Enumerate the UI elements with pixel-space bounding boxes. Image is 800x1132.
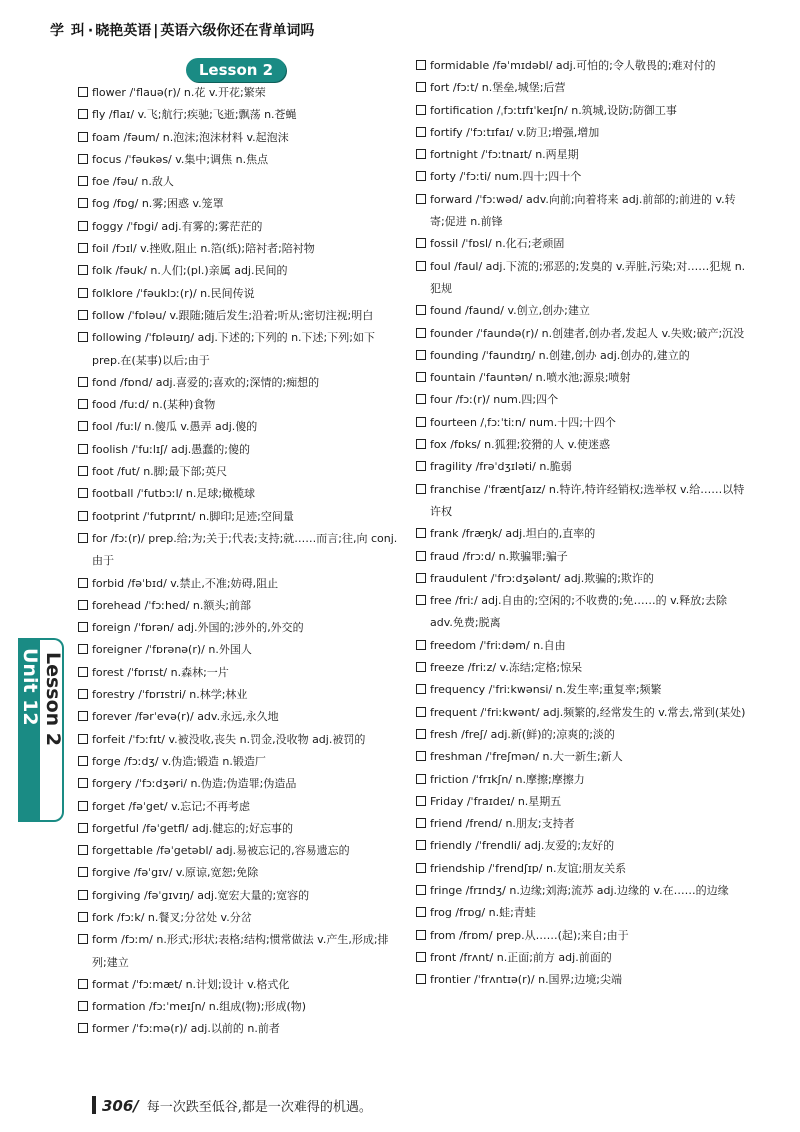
checkbox-icon[interactable] <box>416 818 426 828</box>
side-tab <box>18 638 64 822</box>
right-column <box>416 55 746 991</box>
vocab-entry <box>416 479 746 524</box>
left-column <box>78 82 398 1041</box>
vocab-entry <box>78 840 398 862</box>
checkbox-icon[interactable] <box>416 82 426 92</box>
vocab-entry <box>78 818 398 840</box>
vocab-entry-text: friendship /ˈfrendʃɪp/ n.友谊;朋友关系 <box>430 861 627 875</box>
vocab-entry <box>78 305 398 327</box>
vocab-entry <box>416 389 746 411</box>
checkbox-icon[interactable] <box>78 644 88 654</box>
checkbox-icon[interactable] <box>78 1023 88 1033</box>
vocab-entry-text: fresh /freʃ/ adj.新(鲜)的;凉爽的;淡的 <box>430 727 615 741</box>
vocab-entry-text: following /ˈfɒləuɪŋ/ adj.下述的;下列的 n.下述;下列;如下 prep.在(某事)以后;由于 <box>92 331 375 367</box>
vocab-entry <box>416 256 746 301</box>
vocab-entry-text: forgiving /fəˈgɪvɪŋ/ adj.宽宏大量的;宽容的 <box>92 888 310 902</box>
vocab-entry <box>78 149 398 171</box>
vocab-entry <box>416 969 746 991</box>
series-name: 晓艳英语 <box>95 23 152 39</box>
vocab-entry-text: founder /ˈfaundə(r)/ n.创建者,创办者,发起人 v.失败;破产;沉没 <box>430 326 745 340</box>
vocab-entry-text: focus /ˈfəukəs/ v.集中;调焦 n.焦点 <box>92 152 269 166</box>
checkbox-icon[interactable] <box>78 867 88 877</box>
vocab-entry-text: fog /fɒg/ n.雾;困惑 v.笼罩 <box>92 197 224 211</box>
vocab-entry <box>416 77 746 99</box>
checkbox-icon[interactable] <box>416 707 426 717</box>
checkbox-icon[interactable] <box>78 87 88 97</box>
checkbox-icon[interactable] <box>78 845 88 855</box>
vocab-entry <box>78 773 398 795</box>
vocab-entry <box>416 835 746 857</box>
checkbox-icon[interactable] <box>416 662 426 672</box>
vocab-entry-text: fool /fuːl/ n.傻瓜 v.愚弄 adj.傻的 <box>92 420 258 434</box>
checkbox-icon[interactable] <box>416 238 426 248</box>
brand-name: 学 㺩 <box>50 23 86 39</box>
vocab-entry-text: fork /fɔːk/ n.餐叉;分岔处 v.分岔 <box>92 910 252 924</box>
checkbox-icon[interactable] <box>78 399 88 409</box>
vocab-entry-text: forgettable /fəˈgetəbl/ adj.易被忘记的,容易遗忘的 <box>92 844 350 858</box>
vocab-entry-text: fortify /ˈfɔːtɪfaɪ/ v.防卫;增强,增加 <box>430 125 600 139</box>
vocab-entry-text: foul /faul/ adj.下流的;邪恶的;发臭的 v.弄脏,污染;对……犯规 n.犯规 <box>430 259 746 295</box>
vocab-entry-text: for /fɔː(r)/ prep.给;为;关于;代表;支持;就……而言;往,向 conj.由于 <box>92 531 398 568</box>
vocab-entry <box>416 189 746 234</box>
checkbox-icon[interactable] <box>78 622 88 632</box>
vocab-entry-text: fraudulent /ˈfrɔːdʒələnt/ adj.欺骗的;欺诈的 <box>430 571 654 585</box>
vocab-entry-text: food /fuːd/ n.(某种)食物 <box>92 398 216 412</box>
vocab-entry <box>416 880 746 902</box>
checkbox-icon[interactable] <box>78 265 88 275</box>
checkbox-icon[interactable] <box>416 885 426 895</box>
checkbox-icon[interactable] <box>78 511 88 521</box>
checkbox-icon[interactable] <box>78 288 88 298</box>
vocab-entry <box>416 635 746 657</box>
vocab-entry <box>416 813 746 835</box>
lesson-badge: Lesson 2 <box>186 58 286 82</box>
vocab-entry <box>78 617 398 639</box>
vocab-entry <box>78 372 398 394</box>
checkbox-icon[interactable] <box>416 105 426 115</box>
vocab-entry-text: fly /flaɪ/ v.飞;航行;疾驰;飞逝;飘荡 n.苍蝇 <box>92 108 297 122</box>
vocab-entry <box>416 769 746 791</box>
vocab-entry-text: forget /fəˈget/ v.忘记;不再考虑 <box>92 799 250 813</box>
checkbox-icon[interactable] <box>78 600 88 610</box>
vocab-entry-text: foggy /ˈfɒgi/ adj.有雾的;雾茫茫的 <box>92 219 263 233</box>
vocab-entry-text: frequency /ˈfriːkwənsi/ n.发生率;重复率;频繁 <box>430 683 662 697</box>
checkbox-icon[interactable] <box>416 439 426 449</box>
checkbox-icon[interactable] <box>78 801 88 811</box>
vocab-entry <box>78 439 398 461</box>
vocab-entry-text: forbid /fəˈbɪd/ v.禁止,不准;妨碍,阻止 <box>92 576 279 590</box>
vocab-entry <box>416 568 746 590</box>
vocab-entry <box>78 394 398 416</box>
vocab-entry <box>78 528 398 573</box>
checkbox-icon[interactable] <box>416 328 426 338</box>
checkbox-icon[interactable] <box>416 863 426 873</box>
checkbox-icon[interactable] <box>78 444 88 454</box>
vocab-entry-text: former /ˈfɔːmə(r)/ adj.以前的 n.前者 <box>92 1022 280 1036</box>
header-separator: · <box>87 23 94 39</box>
vocab-entry <box>78 706 398 728</box>
vocab-entry-text: founding /ˈfaundɪŋ/ n.创建,创办 adj.创办的,建立的 <box>430 348 690 362</box>
footer-bar <box>92 1096 96 1114</box>
checkbox-icon[interactable] <box>78 466 88 476</box>
checkbox-icon[interactable] <box>416 305 426 315</box>
checkbox-icon[interactable] <box>78 310 88 320</box>
checkbox-icon[interactable] <box>78 154 88 164</box>
vocab-entry <box>78 193 398 215</box>
vocab-entry <box>416 456 746 478</box>
vocab-entry <box>78 506 398 528</box>
vocab-entry <box>78 974 398 996</box>
checkbox-icon[interactable] <box>78 734 88 744</box>
vocab-entry <box>78 862 398 884</box>
vocab-entry-text: freshman /ˈfreʃmən/ n.大一新生;新人 <box>430 750 623 764</box>
checkbox-icon[interactable] <box>416 149 426 159</box>
vocab-entry-text: friend /frend/ n.朋友;支持者 <box>430 817 575 831</box>
vocab-entry-text: forge /fɔːdʒ/ v.伪造;锻造 n.锻造厂 <box>92 754 266 768</box>
book-title: 英语六级你还在背单词吗 <box>160 23 315 39</box>
vocab-entry <box>416 679 746 701</box>
checkbox-icon[interactable] <box>78 198 88 208</box>
vocab-entry <box>78 729 398 751</box>
checkbox-icon[interactable] <box>78 823 88 833</box>
vocab-entry-text: friendly /ˈfrendli/ adj.友爱的;友好的 <box>430 839 615 853</box>
checkbox-icon[interactable] <box>416 417 426 427</box>
checkbox-icon[interactable] <box>78 979 88 989</box>
vocab-entry <box>416 925 746 947</box>
checkbox-icon[interactable] <box>416 729 426 739</box>
vocab-entry-text: fox /fɒks/ n.狐狸;狡猾的人 v.使迷惑 <box>430 438 610 452</box>
vocab-entry-text: foolish /ˈfuːlɪʃ/ adj.愚蠢的;傻的 <box>92 442 250 456</box>
vocab-entry-text: fortnight /ˈfɔːtnaɪt/ n.两星期 <box>430 148 579 162</box>
vocab-entry <box>416 590 746 635</box>
checkbox-icon[interactable] <box>416 840 426 850</box>
vocab-entry <box>78 929 398 974</box>
checkbox-icon[interactable] <box>78 221 88 231</box>
vocab-entry <box>78 573 398 595</box>
vocab-entry-text: fraud /frɔːd/ n.欺骗罪;骗子 <box>430 549 568 563</box>
vocab-entry-text: fringe /frɪndʒ/ n.边缘;刘海;流苏 adj.边缘的 v.在……的边缘 <box>430 883 729 897</box>
vocab-entry-text: foreign /ˈfɒrən/ adj.外国的;涉外的,外交的 <box>92 621 304 635</box>
vocab-entry <box>78 796 398 818</box>
vocab-entry <box>78 82 398 104</box>
vocab-entry-text: fond /fɒnd/ adj.喜爱的;喜欢的;深情的;痴想的 <box>92 375 320 389</box>
page-number: 306/ <box>102 1097 139 1115</box>
vocab-entry <box>78 662 398 684</box>
vocab-entry-text: franchise /ˈfræntʃaɪz/ n.特许,特许经销权;选举权 v.给……以特许权 <box>430 482 745 518</box>
checkbox-icon[interactable] <box>416 528 426 538</box>
vocab-entry <box>78 238 398 260</box>
checkbox-icon[interactable] <box>416 774 426 784</box>
checkbox-icon[interactable] <box>416 974 426 984</box>
vocab-entry <box>78 996 398 1018</box>
vocab-entry-text: follow /ˈfɒləu/ v.跟随;随后发生;沿着;听从;密切注视;明白 <box>92 308 374 322</box>
vocab-entry-text: from /frɒm/ prep.从……(起);来自;由于 <box>430 928 629 942</box>
vocab-entry <box>78 907 398 929</box>
vocab-entry <box>78 483 398 505</box>
vocab-entry <box>416 300 746 322</box>
checkbox-icon[interactable] <box>78 488 88 498</box>
vocab-entry <box>78 327 398 372</box>
checkbox-icon[interactable] <box>78 934 88 944</box>
checkbox-icon[interactable] <box>416 171 426 181</box>
header-separator: | <box>153 23 159 39</box>
vocab-entry <box>78 283 398 305</box>
checkbox-icon[interactable] <box>78 890 88 900</box>
checkbox-icon[interactable] <box>78 377 88 387</box>
vocab-entry-text: frontier /ˈfrʌntɪə(r)/ n.国界;边境;尖端 <box>430 973 622 987</box>
vocab-entry <box>416 55 746 77</box>
vocab-entry <box>416 233 746 255</box>
vocab-entry <box>78 639 398 661</box>
vocab-entry <box>78 127 398 149</box>
vocab-entry-text: front /frʌnt/ n.正面;前方 adj.前面的 <box>430 950 612 964</box>
checkbox-icon[interactable] <box>416 372 426 382</box>
vocab-entry-text: foe /fəu/ n.敌人 <box>92 175 174 189</box>
vocab-entry <box>416 367 746 389</box>
vocab-entry <box>78 216 398 238</box>
vocab-entry-text: free /friː/ adj.自由的;空闲的;不收费的;免……的 v.释放;去除 adv.免费;脱离 <box>430 594 727 630</box>
vocab-entry <box>78 104 398 126</box>
checkbox-icon[interactable] <box>78 667 88 677</box>
vocab-entry <box>416 100 746 122</box>
vocab-entry <box>78 885 398 907</box>
vocab-entry <box>78 751 398 773</box>
vocab-entry <box>416 724 746 746</box>
vocab-entry <box>416 345 746 367</box>
vocab-entry-text: fortification /ˌfɔːtɪfɪˈkeɪʃn/ n.筑城,设防;防御工事 <box>430 103 677 117</box>
vocab-entry-text: form /fɔːm/ n.形式;形状;表格;结构;惯常做法 v.产生,形成;排列;建立 <box>92 933 389 969</box>
vocab-entry-text: forestry /ˈfɒrɪstri/ n.林学;林业 <box>92 688 248 702</box>
checkbox-icon[interactable] <box>416 684 426 694</box>
vocab-entry <box>78 260 398 282</box>
vocab-entry-text: format /ˈfɔːmæt/ n.计划;设计 v.格式化 <box>92 977 290 991</box>
checkbox-icon[interactable] <box>416 350 426 360</box>
vocab-entry <box>416 902 746 924</box>
checkbox-icon[interactable] <box>416 595 426 605</box>
vocab-entry-text: foil /fɔɪl/ v.挫败,阻止 n.箔(纸);陪衬者;陪衬物 <box>92 242 315 256</box>
checkbox-icon[interactable] <box>416 484 426 494</box>
vocab-entry <box>416 791 746 813</box>
side-tab-lesson-label: Lesson 2 <box>42 652 64 747</box>
checkbox-icon[interactable] <box>416 194 426 204</box>
checkbox-icon[interactable] <box>416 551 426 561</box>
vocab-entry-text: footprint /ˈfutprɪnt/ n.脚印;足迹;空间量 <box>92 509 294 523</box>
checkbox-icon[interactable] <box>416 127 426 137</box>
footer-motto: 每一次跌至低谷,都是一次难得的机遇。 <box>146 1100 372 1115</box>
vocab-entry <box>416 746 746 768</box>
checkbox-icon[interactable] <box>416 930 426 940</box>
vocab-entry <box>78 461 398 483</box>
checkbox-icon[interactable] <box>78 176 88 186</box>
checkbox-icon[interactable] <box>416 573 426 583</box>
checkbox-icon[interactable] <box>416 261 426 271</box>
vocab-entry-text: friction /ˈfrɪkʃn/ n.摩擦;摩擦力 <box>430 772 585 786</box>
vocab-entry-text: folk /fəuk/ n.人们;(pl.)亲属 adj.民间的 <box>92 264 288 278</box>
checkbox-icon[interactable] <box>416 394 426 404</box>
vocab-entry <box>416 122 746 144</box>
checkbox-icon[interactable] <box>78 711 88 721</box>
vocab-entry-text: found /faund/ v.创立,创办;建立 <box>430 304 590 318</box>
vocab-entry-text: flower /ˈflauə(r)/ n.花 v.开花;繁荣 <box>92 86 266 99</box>
checkbox-icon[interactable] <box>78 756 88 766</box>
vocab-entry-text: forest /ˈfɒrɪst/ n.森林;一片 <box>92 665 229 679</box>
vocab-entry-text: foreigner /ˈfɒrənə(r)/ n.外国人 <box>92 643 252 657</box>
vocab-entry-text: frog /frɒg/ n.蛙;青蛙 <box>430 906 536 920</box>
vocab-entry <box>416 523 746 545</box>
checkbox-icon[interactable] <box>78 243 88 253</box>
vocab-entry-text: four /fɔː(r)/ num.四;四个 <box>430 393 559 407</box>
vocab-entry-text: foam /fəum/ n.泡沫;泡沫材料 v.起泡沫 <box>92 130 289 144</box>
vocab-entry-text: freeze /friːz/ v.冻结;定格;惊呆 <box>430 661 583 675</box>
vocab-entry-text: forward /ˈfɔːwəd/ adv.向前;向着将来 adj.前部的;前进的 v.转寄;促进 n.前锋 <box>430 192 736 229</box>
vocab-entry-text: fourteen /ˌfɔːˈtiːn/ num.十四;十四个 <box>430 415 616 429</box>
page-header <box>50 20 314 42</box>
vocab-entry <box>78 1018 398 1040</box>
vocab-entry-text: fort /fɔːt/ n.堡垒,城堡;后营 <box>430 81 566 95</box>
vocab-entry <box>416 323 746 345</box>
vocab-entry-text: fountain /ˈfauntən/ n.喷水池;源泉;喷射 <box>430 371 631 385</box>
checkbox-icon[interactable] <box>78 1001 88 1011</box>
vocab-entry <box>416 702 746 724</box>
checkbox-icon[interactable] <box>78 132 88 142</box>
vocab-entry <box>78 684 398 706</box>
checkbox-icon[interactable] <box>78 578 88 588</box>
checkbox-icon[interactable] <box>416 796 426 806</box>
vocab-entry-text: foot /fut/ n.脚;最下部;英尺 <box>92 465 228 479</box>
vocab-entry <box>416 412 746 434</box>
vocab-entry-text: forgive /fəˈgɪv/ v.原谅,宽恕;免除 <box>92 866 259 880</box>
vocab-entry <box>416 858 746 880</box>
vocab-entry <box>416 166 746 188</box>
vocab-entry-text: frank /fræŋk/ adj.坦白的,直率的 <box>430 527 596 541</box>
vocab-entry <box>78 416 398 438</box>
checkbox-icon[interactable] <box>416 461 426 471</box>
checkbox-icon[interactable] <box>416 60 426 70</box>
vocab-entry-text: freedom /ˈfriːdəm/ n.自由 <box>430 638 566 652</box>
vocab-entry <box>78 595 398 617</box>
vocab-entry-text: folklore /ˈfəuklɔː(r)/ n.民间传说 <box>92 286 255 300</box>
vocab-entry <box>416 947 746 969</box>
vocab-entry <box>416 144 746 166</box>
checkbox-icon[interactable] <box>78 778 88 788</box>
vocab-entry-text: football /ˈfutbɔːl/ n.足球;橄榄球 <box>92 487 256 501</box>
vocab-entry <box>416 546 746 568</box>
vocab-entry-text: Friday /ˈfraɪdeɪ/ n.星期五 <box>430 794 562 808</box>
vocab-entry <box>416 657 746 679</box>
page-footer <box>92 1096 372 1115</box>
vocab-entry-text: forever /fərˈevə(r)/ adv.永远,永久地 <box>92 710 279 724</box>
vocab-entry <box>416 434 746 456</box>
vocab-entry-text: forty /ˈfɔːti/ num.四十;四十个 <box>430 170 582 184</box>
vocab-entry-text: formation /fɔːˈmeɪʃn/ n.组成(物);形成(物) <box>92 1000 307 1014</box>
checkbox-icon[interactable] <box>78 332 88 342</box>
vocab-entry-text: fragility /frəˈdʒɪləti/ n.脆弱 <box>430 460 572 474</box>
vocab-entry-text: formidable /fəˈmɪdəbl/ adj.可怕的;令人敬畏的;难对付的 <box>430 59 716 72</box>
vocab-entry-text: forgery /ˈfɔːdʒəri/ n.伪造;伪造罪;伪造品 <box>92 777 297 791</box>
checkbox-icon[interactable] <box>416 952 426 962</box>
vocab-entry-text: frequent /ˈfriːkwənt/ adj.频繁的,经常发生的 v.常去,常到(某处) <box>430 705 746 719</box>
checkbox-icon[interactable] <box>78 689 88 699</box>
checkbox-icon[interactable] <box>416 751 426 761</box>
checkbox-icon[interactable] <box>78 533 88 543</box>
checkbox-icon[interactable] <box>416 907 426 917</box>
checkbox-icon[interactable] <box>416 640 426 650</box>
vocab-entry <box>78 171 398 193</box>
vocab-entry-text: forehead /ˈfɔːhed/ n.额头;前部 <box>92 598 252 612</box>
side-tab-unit-label: Unit 12 <box>19 648 41 726</box>
vocab-entry-text: forgetful /fəˈgetfl/ adj.健忘的;好忘事的 <box>92 821 293 835</box>
vocab-entry-text: forfeit /ˈfɔːfɪt/ v.被没收,丧失 n.罚金,没收物 adj.被罚的 <box>92 732 366 746</box>
checkbox-icon[interactable] <box>78 421 88 431</box>
vocab-entry-text: fossil /ˈfɒsl/ n.化石;老顽固 <box>430 237 565 251</box>
checkbox-icon[interactable] <box>78 109 88 119</box>
checkbox-icon[interactable] <box>78 912 88 922</box>
